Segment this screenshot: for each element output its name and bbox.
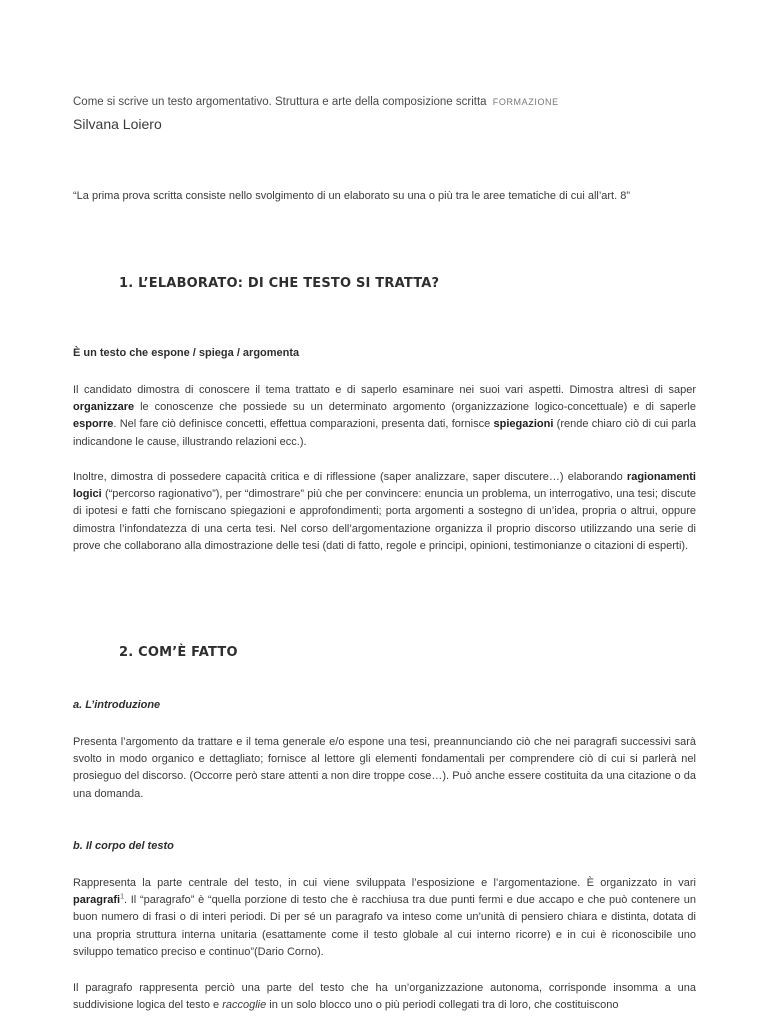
subsection-a-heading: a. L’introduzione	[73, 699, 161, 711]
section-1-subheading: È un testo che espone / spiega / argomenta	[73, 347, 300, 359]
italic-term: raccoglie	[222, 999, 267, 1012]
author-name: Silvana Loiero	[73, 116, 162, 132]
bold-term: ragionamenti logici	[73, 471, 696, 501]
intro-quote: “La prima prova scritta consiste nello svolgimento di un elaborato su una o più tra le aree tematiche di cui all’art. 8”	[73, 190, 631, 202]
document-title-line	[73, 96, 713, 108]
footnote-link[interactable]: 1	[120, 893, 124, 901]
bold-term: paragrafi	[73, 894, 121, 907]
category-tag[interactable]: FORMAZIONE	[492, 97, 559, 107]
document-title: Come si scrive un testo argomentativo. Struttura e arte della composizione scritta	[73, 96, 487, 108]
subsection-b-heading: b. Il corpo del testo	[73, 840, 174, 852]
section-1-paragraph-1: Il candidato dimostra di conoscere il tema trattato e di saperlo esaminare nei suoi vari aspetti. Dimostra altresì di saper organizzare le conoscenze che possiede su un determinato argomento (organizzazione logico-concettuale) e di saperle esporre. Nel fare ciò definisce concetti, effettua comparazioni, presenta dati, fornisce spiegazioni (rende chiaro ciò di cui parla indicandone le cause, illustrando relazioni ecc.).	[73, 384, 696, 448]
subsection-a-paragraph: Presenta l’argomento da trattare e il tema generale e/o espone una tesi, preannunciando ciò che nei paragrafi successivi sarà svolto in modo organico e dettagliato; fornisce al lettore gli elementi fondamentali per comprendere ciò di cui si parlerà nel prosieguo del discorso. (Occorre però stare attenti a non dire troppe cose…). Può anche essere costituita da una citazione o da una domanda.	[73, 736, 696, 800]
bold-term: spiegazioni	[493, 418, 554, 431]
subsection-b-paragraph-1: Rappresenta la parte centrale del testo, in cui viene sviluppata l’esposizione e l’argomentazione. È organizzato in vari paragrafi$^1$. Il “paragrafo” è “quella porzione di testo che è racchiusa tra due punti fermi e due accapo e che può contenere un buon numero di frasi o di interi periodi. Di per sé un paragrafo va inteso come un’unità di pensiero chiara e distinta, dotata di una propria struttura interna unitaria (esattamente come il testo globale al cui interno ricorre) e in cui è riconoscibile uno sviluppo tematico preciso e continuo”(Dario Corno).	[73, 877, 696, 958]
bold-term: esporre	[73, 418, 114, 431]
section-1-heading: 1. L’ELABORATO: DI CHE TESTO SI TRATTA?	[119, 276, 440, 291]
subsection-b-paragraph-2: Il paragrafo rappresenta perciò una parte del testo che ha un’organizzazione autonoma, corrisponde insomma a una suddivisione logica del testo e raccoglie in un solo blocco uno o più periodi collegati tra di loro, che costituiscono	[73, 982, 696, 1012]
section-2-heading: 2. COM’È FATTO	[119, 645, 238, 660]
bold-term: organizzare	[73, 401, 135, 414]
section-1-paragraph-2: Inoltre, dimostra di possedere capacità critica e di riflessione (saper analizzare, saper discutere…) elaborando ragionamenti logici (“percorso ragionativo”), per “dimostrare” più che per convincere: enuncia un problema, un interrogativo, una tesi; discute di ipotesi e fatti che forniscano spiegazioni e approfondimenti; porta argomenti a sostegno di un’idea, propria o altrui, oppure dimostra l’infondatezza di una certa tesi. Nel corso dell’argomentazione organizza il proprio discorso utilizzando una serie di prove che collaborano alla dimostrazione delle tesi (dati di fatto, regole e principi, opinioni, testimonianze o citazioni di esperti).	[73, 471, 696, 552]
